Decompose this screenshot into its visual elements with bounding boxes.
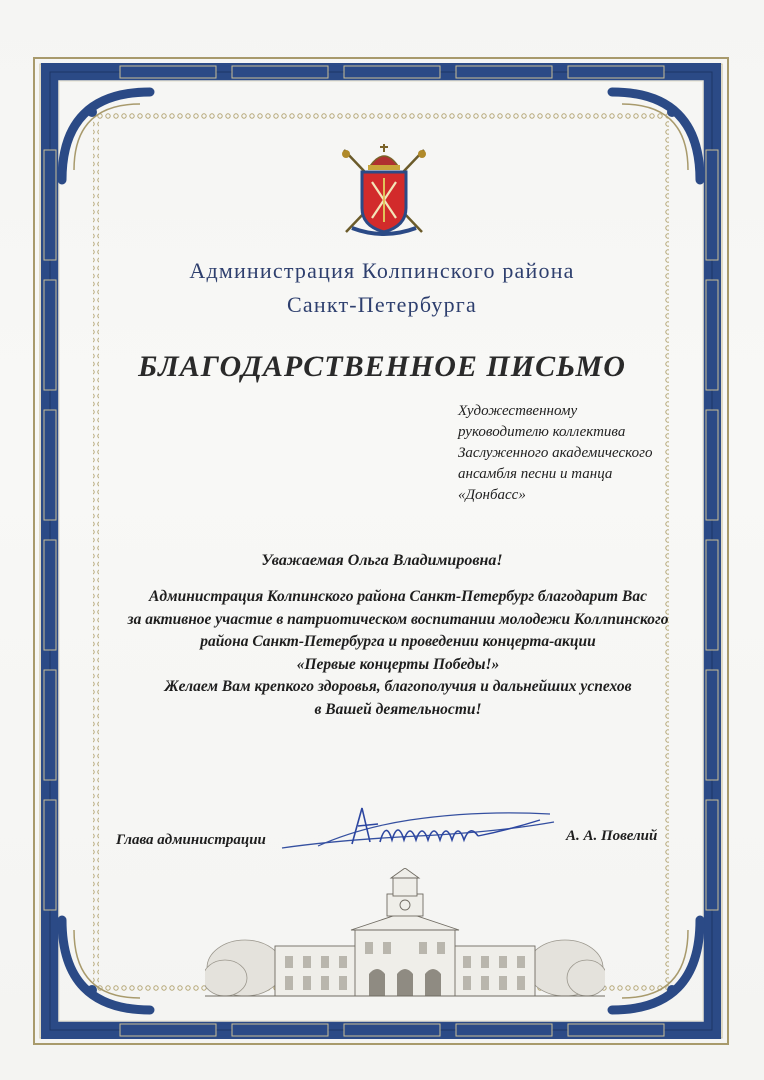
letter-body [118,586,678,721]
body-line: района Санкт-Петербурга и проведении концерта-акции [200,633,596,650]
addressee-line: «Донбасс» [458,487,526,503]
signatory-position: Глава администрации [116,832,266,848]
body-line: Желаем Вам крепкого здоровья, благополучия и дальнейших успехов [164,678,632,695]
organization-name: Администрация Колпинского района [189,258,575,283]
addressee-line: Заслуженного академического [458,445,653,461]
signatory-name: А. А. Повелий [566,828,658,844]
handwritten-signature [278,800,558,856]
body-line: Администрация Колпинского района Санкт-Петербург благодарит Вас [149,588,647,605]
coat-of-arms-icon [338,142,430,238]
building-illustration [205,868,605,1000]
organization-city: Санкт-Петербурга [287,292,477,317]
addressee-line: руководителю коллектива [458,424,626,440]
addressee-line: Художественному [458,403,578,419]
document-title: БЛАГОДАРСТВЕННОЕ ПИСЬМО [138,350,626,383]
body-line: в Вашей деятельности! [314,700,482,718]
addressee-line: ансамбля песни и танца [458,466,613,482]
body-line: «Первые концерты Победы!» [296,655,500,673]
body-line: за активное участие в патриотическом воспитании молодежи Коллпинского [127,610,669,628]
addressee-block [458,401,698,506]
greeting: Уважаемая Ольга Владимировна! [261,552,503,569]
